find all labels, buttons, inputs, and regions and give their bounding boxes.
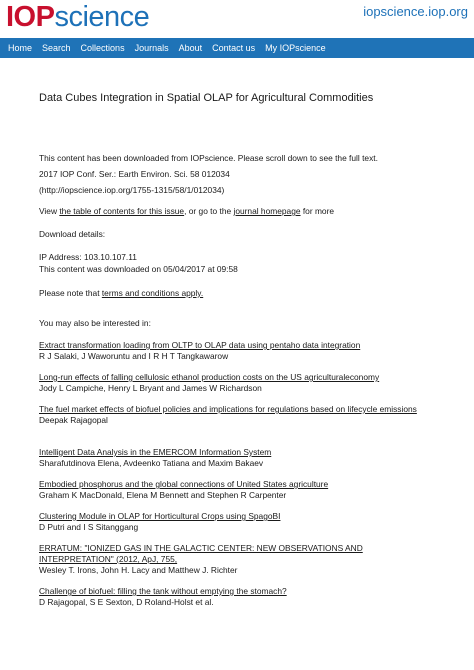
- logo-iop-text: IOP: [6, 1, 55, 33]
- view-prefix: View: [39, 206, 60, 216]
- note-prefix: Please note that: [39, 288, 102, 298]
- related-article-authors: Sharafutdinova Elena, Avdeenko Tatiana and Maxim Bakaev: [39, 458, 264, 468]
- related-article-authors: Wesley T. Irons, John H. Lacy and Matthew J. Richter: [39, 565, 238, 575]
- logo-science-text: science: [54, 1, 150, 33]
- view-links-line: [39, 206, 334, 217]
- download-details-label: Download details:: [39, 229, 106, 239]
- related-article: [39, 586, 439, 608]
- nav-bar: [0, 38, 474, 58]
- related-article-title[interactable]: Long-run effects of falling cellulosic ethanol production costs on the US agriculturaleconomy: [39, 372, 380, 382]
- related-article-title[interactable]: Clustering Module in OLAP for Horticultural Crops using SpagoBI: [39, 511, 281, 521]
- nav-my-iopscience[interactable]: My IOPscience: [265, 43, 326, 53]
- citation: 2017 IOP Conf. Ser.: Earth Environ. Sci. 58 012034: [39, 169, 230, 179]
- nav-journals[interactable]: Journals: [134, 43, 169, 53]
- related-article-authors: Deepak Rajagopal: [39, 415, 108, 425]
- iopscience-logo[interactable]: [6, 2, 149, 32]
- toc-link[interactable]: the table of contents for this issue: [59, 206, 185, 216]
- related-article-authors: D Rajagopal, S E Sexton, D Roland-Holst et al.: [39, 597, 214, 607]
- terms-line: [39, 288, 203, 299]
- related-article-title[interactable]: Challenge of biofuel: filling the tank without emptying the stomach?: [39, 586, 287, 596]
- doi-url: (http://iopscience.iop.org/1755-1315/58/1/012034): [39, 185, 225, 195]
- related-article: [39, 479, 439, 501]
- nav-home[interactable]: Home: [8, 43, 33, 53]
- nav-search[interactable]: Search: [42, 43, 71, 53]
- journal-homepage-link[interactable]: journal homepage: [233, 206, 301, 216]
- related-article: [39, 543, 439, 576]
- related-article: [39, 511, 439, 533]
- related-article-title[interactable]: Intelligent Data Analysis in the EMERCOM Information System: [39, 447, 272, 457]
- related-article-authors: D Putri and I S Sitanggang: [39, 522, 139, 532]
- related-article-title[interactable]: The fuel market effects of biofuel policies and implications for regulations based on lifecycle emissions: [39, 404, 417, 414]
- related-article: [39, 372, 439, 394]
- site-header: [0, 0, 474, 38]
- downloaded-on: This content was downloaded on 05/04/2017 at 09:58: [39, 264, 238, 274]
- download-notice: This content has been downloaded from IOPscience. Please scroll down to see the full text.: [39, 153, 378, 163]
- related-article-authors: Jody L Campiche, Henry L Bryant and James W Richardson: [39, 383, 262, 393]
- related-article-authors: Graham K MacDonald, Elena M Bennett and Stephen R Carpenter: [39, 490, 287, 500]
- related-article: [39, 340, 439, 362]
- related-article-authors: R J Salaki, J Waworuntu and I R H T Tangkawarow: [39, 351, 229, 361]
- related-article-title[interactable]: Extract transformation loading from OLTP to OLAP data using pentaho data integration: [39, 340, 361, 350]
- nav-contact-us[interactable]: Contact us: [212, 43, 256, 53]
- view-suffix: for more: [300, 206, 335, 216]
- document-title: Data Cubes Integration in Spatial OLAP for Agricultural Commodities: [39, 92, 374, 104]
- related-article: [39, 447, 439, 469]
- ip-address: IP Address: 103.10.107.11: [39, 252, 137, 262]
- related-article: [39, 404, 439, 426]
- view-middle: , or go to the: [184, 206, 234, 216]
- also-interested-label: You may also be interested in:: [39, 318, 151, 328]
- site-url-link[interactable]: iopscience.iop.org: [363, 4, 468, 19]
- nav-collections[interactable]: Collections: [80, 43, 125, 53]
- related-article-title[interactable]: Embodied phosphorus and the global connections of United States agriculture: [39, 479, 329, 489]
- nav-about[interactable]: About: [178, 43, 203, 53]
- related-article-title[interactable]: ERRATUM: "IONIZED GAS IN THE GALACTIC CENTER: NEW OBSERVATIONS AND INTERPRETATION" (2012, ApJ, 755,: [39, 543, 363, 564]
- terms-link[interactable]: terms and conditions apply.: [101, 288, 204, 298]
